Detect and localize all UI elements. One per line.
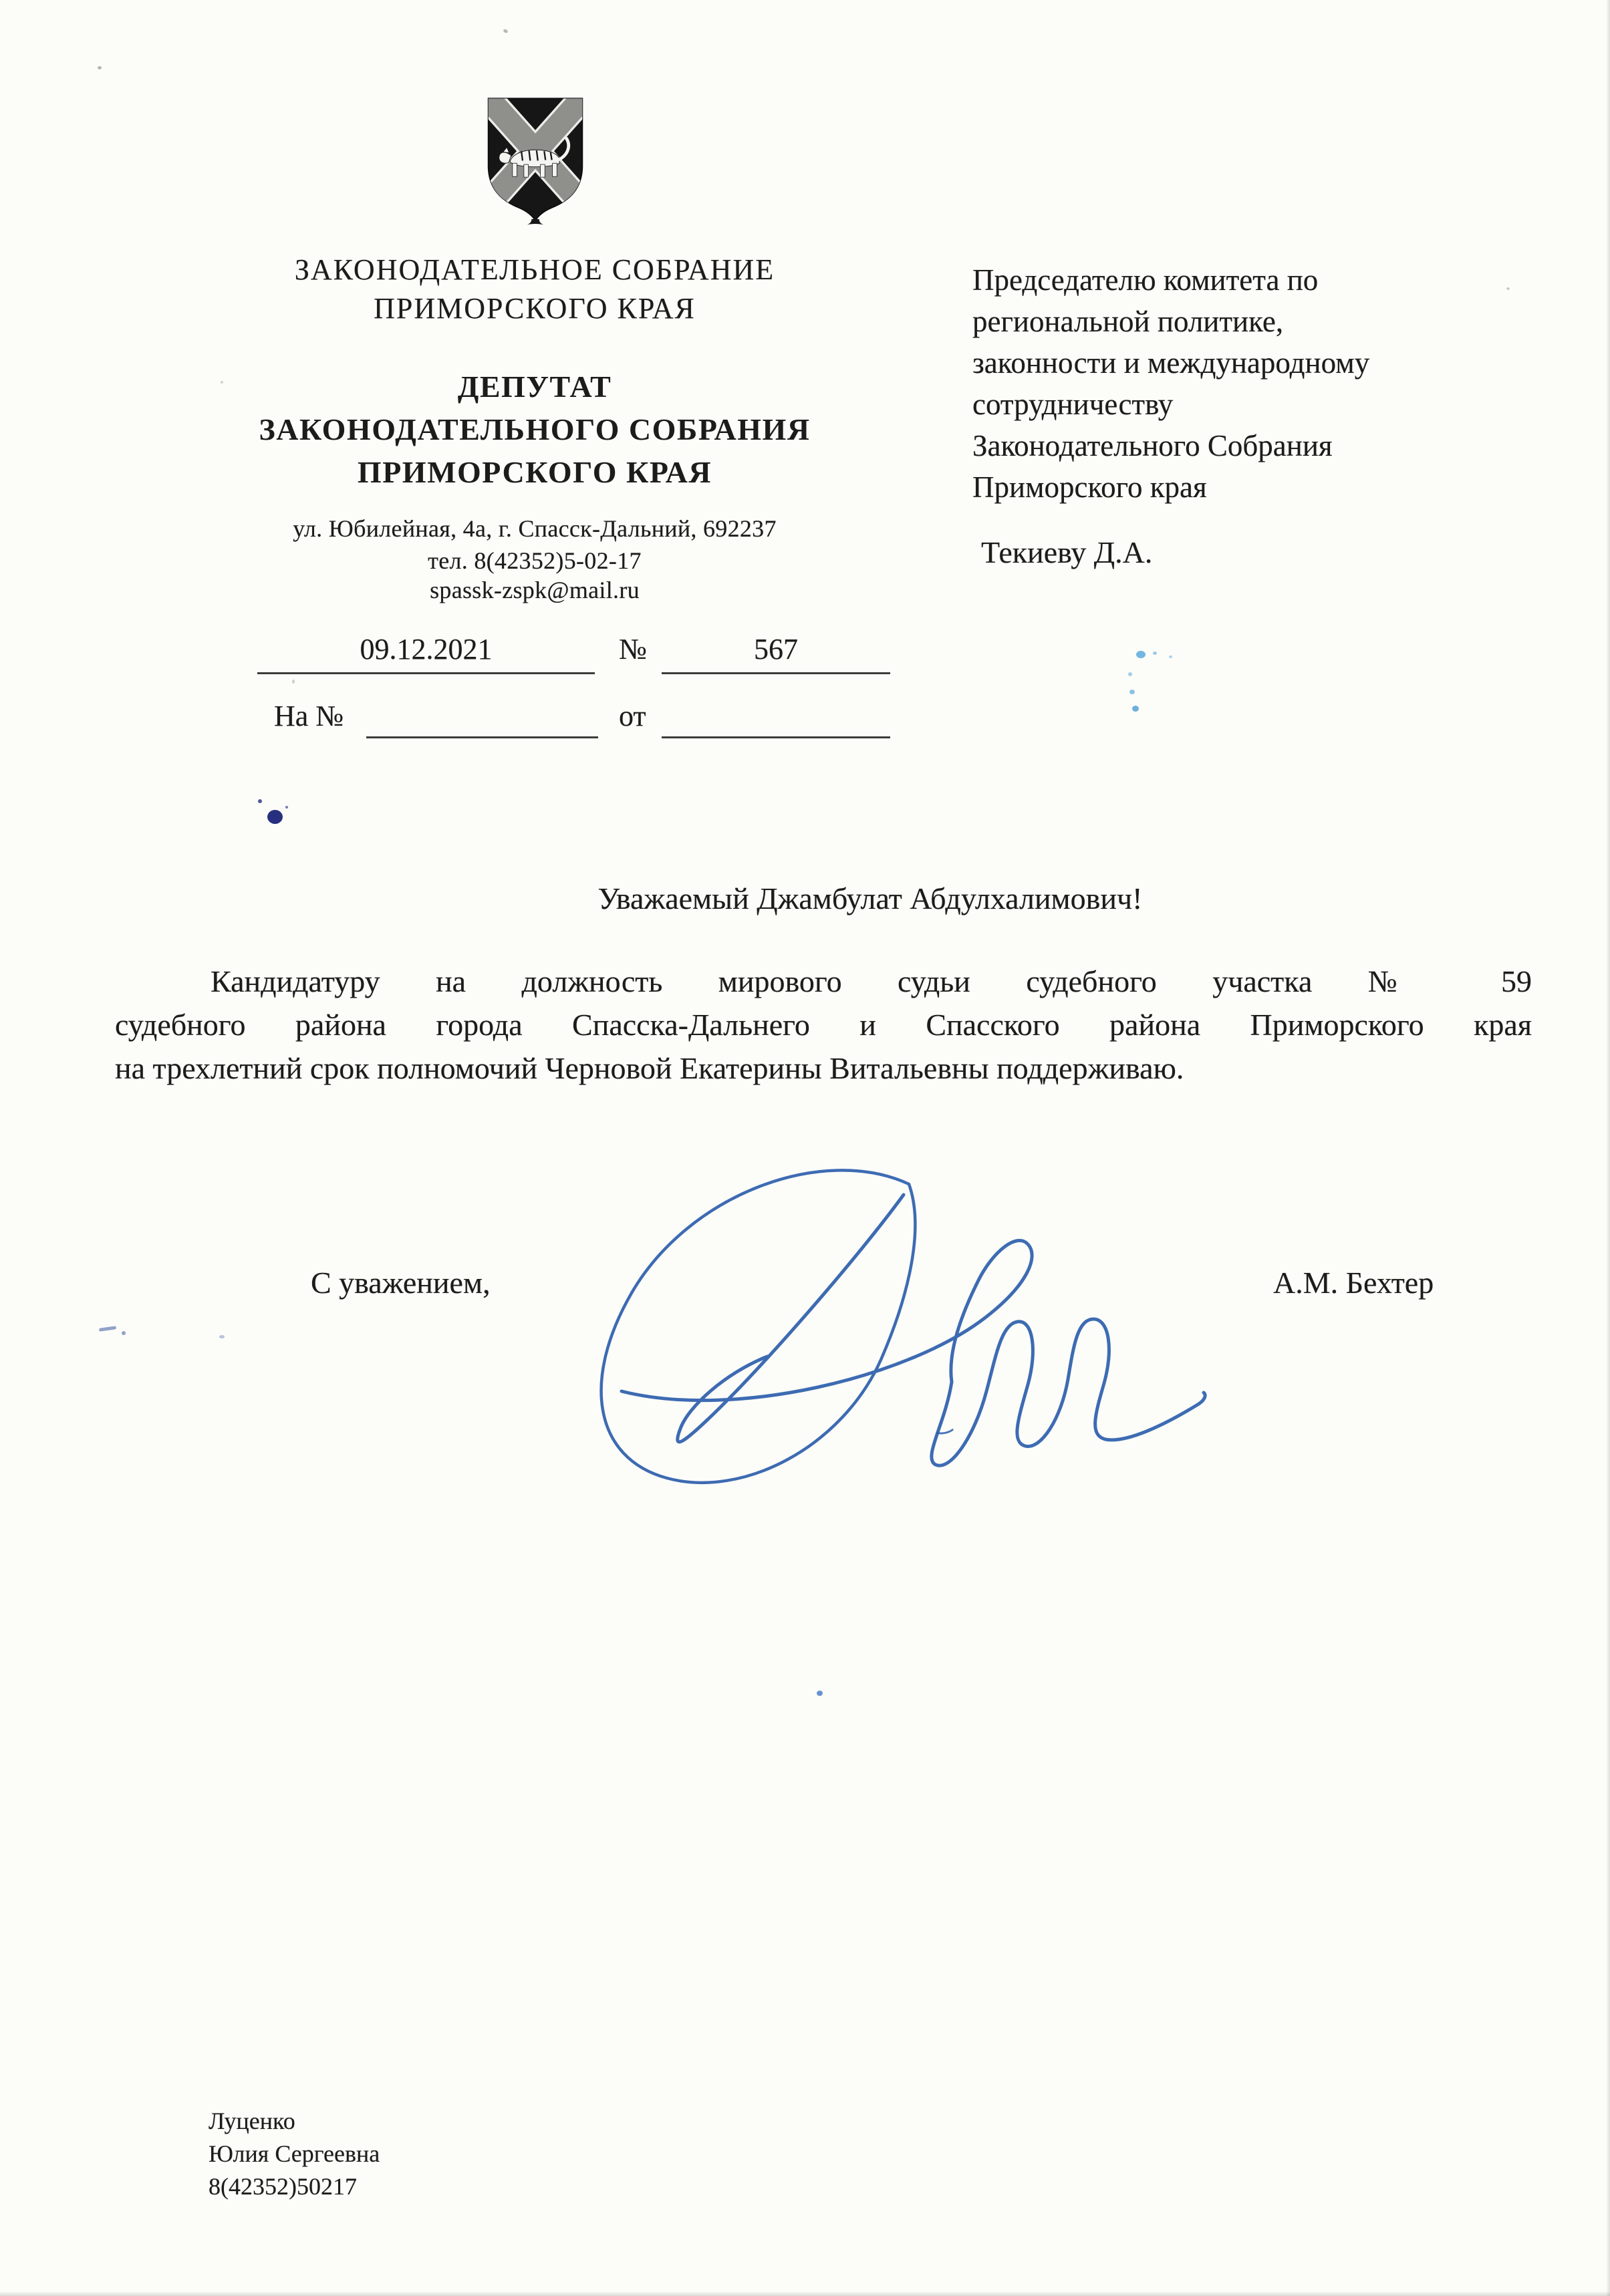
ink-speck <box>1153 652 1157 655</box>
deputy-title-line-3: ПРИМОРСКОГО КРАЯ <box>357 455 712 489</box>
coat-of-arms-icon <box>485 94 586 226</box>
reply-date-underline <box>662 736 890 738</box>
reply-number-underline <box>366 736 598 738</box>
deputy-title-line-2: ЗАКОНОДАТЕЛЬНОГО СОБРАНИЯ <box>259 412 811 446</box>
signature-sweep-stroke <box>622 1240 1032 1400</box>
recipient-line: Председателю комитета по <box>972 263 1319 297</box>
handwritten-signature <box>561 1156 1216 1503</box>
ink-speck <box>817 1691 823 1696</box>
number-sign-label: № <box>619 633 647 666</box>
ink-speck <box>1132 706 1139 712</box>
number-underline <box>662 672 890 674</box>
ink-speck <box>1169 656 1172 658</box>
letterhead <box>200 0 869 641</box>
ink-speck <box>285 806 288 809</box>
executor-phone: 8(42352)50217 <box>209 2173 357 2200</box>
ink-speck <box>258 799 262 803</box>
signature-waves-stroke <box>932 1319 1205 1465</box>
recipient-line: региональной политике, <box>972 305 1284 338</box>
ink-speck <box>1136 651 1146 658</box>
letter-number: 567 <box>754 633 798 666</box>
gray-speck <box>292 680 295 684</box>
body-line: Кандидатуру на должность мирового судьи судебного участка № 59 <box>211 964 1532 998</box>
deputy-title-line-1: ДЕПУТАТ <box>457 370 612 404</box>
gray-speck <box>221 381 223 384</box>
ink-dash <box>99 1326 116 1332</box>
reply-to-label: На № <box>274 700 344 732</box>
salutation: Уважаемый Джамбулат Абдулхалимович! <box>597 881 1143 915</box>
org-name-line-1: ЗАКОНОДАТЕЛЬНОЕ СОБРАНИЕ <box>294 253 775 286</box>
gray-speck <box>98 66 102 69</box>
signature-oval-stroke <box>601 1170 916 1482</box>
recipient-block <box>972 259 1574 508</box>
recipient-line: сотрудничеству <box>972 388 1174 421</box>
signer-name: А.М. Бехтер <box>1273 1266 1434 1300</box>
gray-speck <box>1506 287 1510 290</box>
org-name-line-2: ПРИМОРСКОГО КРАЯ <box>374 292 696 325</box>
letterhead-phone: тел. 8(42352)5-02-17 <box>428 547 642 574</box>
body-paragraph <box>115 960 1532 1090</box>
letterhead-address: ул. Юбилейная, 4а, г. Спасск-Дальний, 692237 <box>293 515 777 542</box>
ink-speck <box>122 1331 126 1335</box>
closing-phrase: С уважением, <box>311 1266 491 1300</box>
signature-stem-stroke <box>678 1195 904 1442</box>
reply-from-label: от <box>619 700 646 732</box>
executor-name: Юлия Сергеевна <box>209 2140 380 2167</box>
recipient-line: законности и международному <box>972 346 1370 380</box>
recipient-line: Приморского края <box>972 470 1207 504</box>
date-underline <box>257 672 595 674</box>
executor-contact-block <box>209 2105 380 2203</box>
executor-lastname: Луценко <box>209 2108 295 2134</box>
ink-speck <box>1128 672 1132 676</box>
letter-date: 09.12.2021 <box>360 633 493 666</box>
ink-blot <box>267 810 283 824</box>
shield-bottom-tail <box>527 219 544 225</box>
body-line: судебного района города Спасска-Дальнего и Спасского района Приморского края <box>115 1008 1532 1042</box>
recipient-line: Законодательного Собрания <box>972 429 1333 462</box>
ink-speck <box>219 1335 225 1338</box>
recipient-name: Текиеву Д.А. <box>981 535 1153 569</box>
ink-speck <box>1129 690 1135 694</box>
body-line: на трехлетний срок полномочий Черновой Екатерины Витальевны поддерживаю. <box>115 1051 1184 1085</box>
letterhead-email: spassk-zspk@mail.ru <box>430 577 640 603</box>
